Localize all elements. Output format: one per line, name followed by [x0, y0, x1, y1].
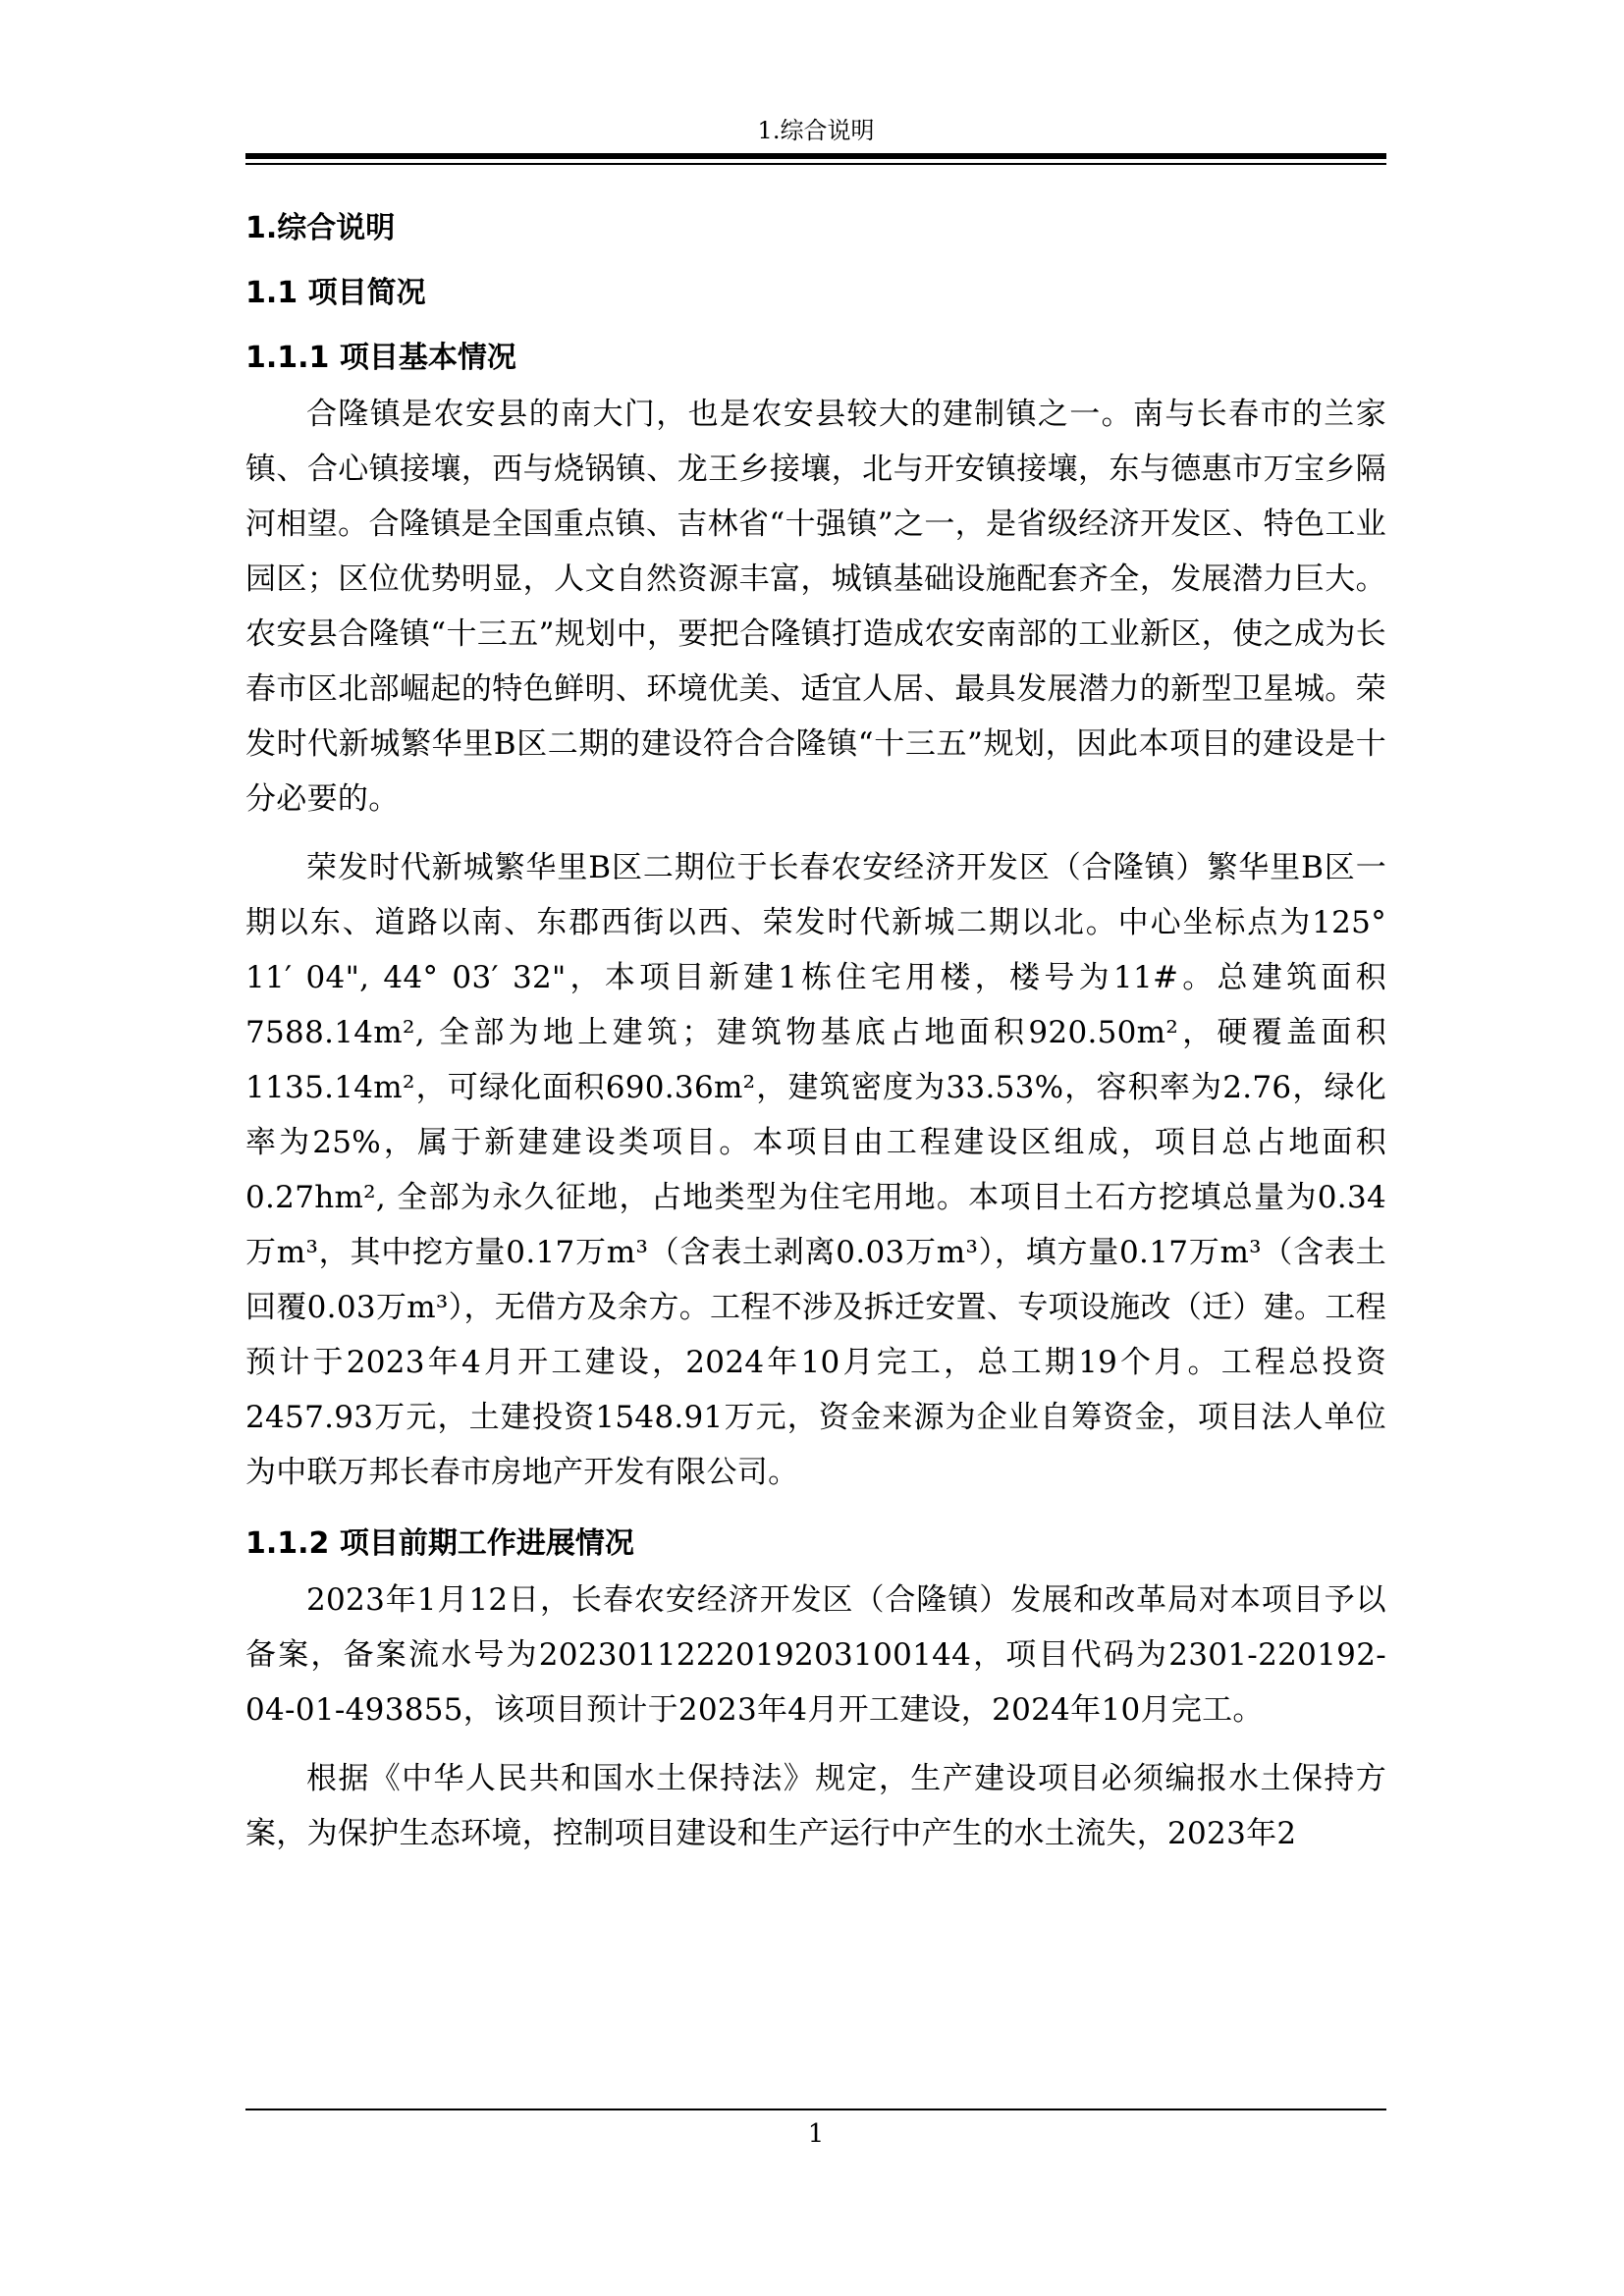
footer-rule [245, 2109, 1386, 2110]
header-rule-thick [245, 153, 1386, 159]
header-rule-thin [245, 163, 1386, 165]
chapter-heading: 1.综合说明 [245, 211, 396, 245]
paragraph-filing-record: 2023年1月12日，长春农安经济开发区（合隆镇）发展和改革局对本项目予以备案，备案流水号为2023011222019203100144，项目代码为2301-220192-04-01-493855，该项目预计于2023年4月开工建设，2024年10月完工。 [245, 1582, 1386, 1728]
paragraph-soil-law: 根据《中华人民共和国水土保持法》规定，生产建设项目必须编报水土保持方案，为保护生态环境，控制项目建设和生产运行中产生的水土流失，2023年2 [245, 1761, 1386, 1851]
page-number: 1 [807, 2119, 825, 2149]
paragraph-town-overview: 合隆镇是农安县的南大门，也是农安县较大的建制镇之一。南与长春市的兰家镇、合心镇接壤，西与烧锅镇、龙王乡接壤，北与开安镇接壤，东与德惠市万宝乡隔河相望。合隆镇是全国重点镇、吉林省“十强镇”之一，是省级经济开发区、特色工业园区；区位优势明显，人文自然资源丰富，城镇基础设施配套齐全，发展潜力巨大。农安县合隆镇“十三五”规划中，要把合隆镇打造成农安南部的工业新区，使之成为长春市区北部崛起的特色鲜明、环境优美、适宜人居、最具发展潜力的新型卫星城。荣发时代新城繁华里B区二期的建设符合合隆镇“十三五”规划，因此本项目的建设是十分必要的。 [245, 397, 1386, 817]
subsection-heading-progress: 1.1.2 项目前期工作进展情况 [245, 1526, 634, 1561]
document-body [245, 194, 1386, 1861]
subsection-heading-basic-info: 1.1.1 项目基本情况 [245, 341, 516, 375]
running-header: 1.综合说明 [757, 117, 875, 144]
section-heading: 1.1 项目简况 [245, 276, 426, 310]
paragraph-project-details: 荣发时代新城繁华里B区二期位于长春农安经济开发区（合隆镇）繁华里B区一期以东、道路以南、东郡西街以西、荣发时代新城二期以北。中心坐标点为125° 11′ 04", 44° 03′ 32"，本项目新建1栋住宅用楼，楼号为11#。总建筑面积7588.14m², 全部为地上建筑；建筑物基底占地面积920.50m²，硬覆盖面积1135.14m²，可绿化面积690.36m²，建筑密度为33.53%，容积率为2.76，绿化率为25%，属于新建建设类项目。本项目由工程建设区组成，项目总占地面积0.27hm², 全部为永久征地，占地类型为住宅用地。本项目土石方挖填总量为0.34万m³，其中挖方量0.17万m³（含表土剥离0.03万m³），填方量0.17万m³（含表土回覆0.03万m³），无借方及余方。工程不涉及拆迁安置、专项设施改（迁）建。工程预计于2023年4月开工建设，2024年10月完工，总工期19个月。工程总投资2457.93万元，土建投资1548.91万元，资金来源为企业自筹资金，项目法人单位为中联万邦长春市房地产开发有限公司。 [245, 850, 1386, 1490]
